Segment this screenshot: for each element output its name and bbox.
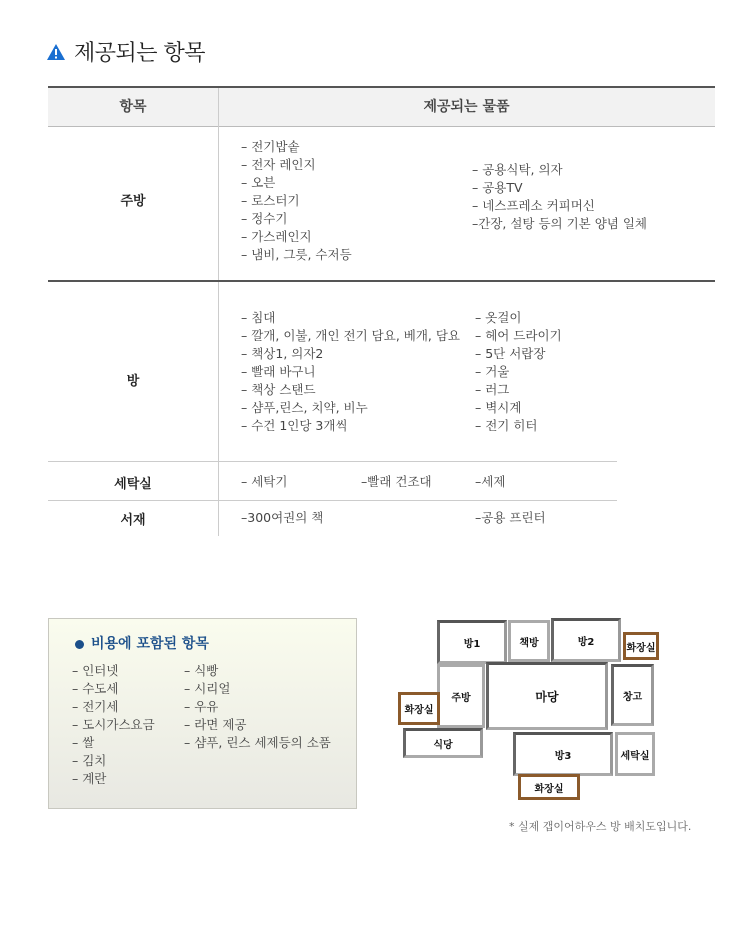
room-laundry: 세탁실 bbox=[615, 732, 655, 776]
list-item: – 냄비, 그릇, 수저등 bbox=[241, 247, 352, 262]
list-item: – 식빵 bbox=[184, 663, 219, 678]
list-item: – 인터넷 bbox=[72, 663, 119, 678]
room-bathroom-top: 화장실 bbox=[623, 632, 659, 660]
list-item: – 우유 bbox=[184, 699, 219, 714]
list-item: – 쌀 bbox=[72, 735, 95, 750]
costs-title: 비용에 포함된 항목 bbox=[75, 633, 209, 653]
list-item: – 전기 히터 bbox=[475, 418, 538, 433]
list-item: – 전기세 bbox=[72, 699, 119, 714]
room-storage: 창고 bbox=[611, 664, 654, 726]
row-divider bbox=[48, 461, 617, 462]
list-item: – 옷걸이 bbox=[475, 310, 522, 325]
room-list-right bbox=[475, 309, 562, 435]
list-item: –간장, 설탕 등의 기본 양념 일체 bbox=[472, 216, 647, 231]
column-divider bbox=[218, 88, 219, 536]
bullet-icon bbox=[75, 640, 84, 649]
laundry-item-2: –빨래 건조대 bbox=[361, 474, 432, 489]
section-title bbox=[46, 36, 205, 67]
kitchen-list-right bbox=[472, 161, 647, 233]
room-yard: 마당 bbox=[486, 662, 608, 730]
header-supplies: 제공되는 물품 bbox=[423, 99, 510, 115]
list-item: – 샴푸,린스, 치약, 비누 bbox=[241, 400, 368, 415]
list-item: – 수건 1인당 3개씩 bbox=[241, 418, 348, 433]
room-list-left bbox=[241, 309, 460, 435]
room-dining: 식당 bbox=[403, 728, 483, 758]
row-label-study: 서재 bbox=[120, 513, 146, 528]
list-item: – 도시가스요금 bbox=[72, 717, 155, 732]
costs-list-right bbox=[184, 662, 331, 752]
list-item: – 전기밥솥 bbox=[241, 139, 300, 154]
list-item: – 책상1, 의자2 bbox=[241, 346, 324, 361]
row-label-laundry: 세탁실 bbox=[114, 477, 152, 492]
warning-icon bbox=[46, 43, 66, 61]
list-item: – 벽시계 bbox=[475, 400, 522, 415]
room-room1: 방1 bbox=[437, 620, 507, 664]
list-item: – 공용TV bbox=[472, 180, 523, 195]
study-item-2: –공용 프린터 bbox=[475, 510, 546, 525]
header-item: 항목 bbox=[119, 99, 147, 115]
laundry-item-3: –세제 bbox=[475, 474, 506, 489]
list-item: – 5단 서랍장 bbox=[475, 346, 546, 361]
list-item: – 빨래 바구니 bbox=[241, 364, 316, 379]
list-item: – 헤어 드라이기 bbox=[475, 328, 562, 343]
row-divider bbox=[48, 500, 617, 501]
room-study: 책방 bbox=[508, 620, 550, 662]
list-item: – 계란 bbox=[72, 771, 107, 786]
costs-box bbox=[48, 618, 357, 809]
list-item: – 샴푸, 린스 세제등의 소품 bbox=[184, 735, 331, 750]
costs-list-left bbox=[72, 662, 155, 788]
row-label-kitchen: 주방 bbox=[120, 194, 146, 209]
list-item: – 전자 레인지 bbox=[241, 157, 316, 172]
room-room2: 방2 bbox=[551, 618, 621, 662]
list-item: – 라면 제공 bbox=[184, 717, 247, 732]
list-item: – 오븐 bbox=[241, 175, 276, 190]
table-header bbox=[48, 88, 715, 127]
list-item: – 정수기 bbox=[241, 211, 288, 226]
page-title: 제공되는 항목 bbox=[74, 41, 206, 66]
list-item: – 공용식탁, 의자 bbox=[472, 162, 563, 177]
room-room3: 방3 bbox=[513, 732, 613, 776]
list-item: – 김치 bbox=[72, 753, 107, 768]
list-item: – 깔개, 이불, 개인 전기 담요, 베개, 담요 bbox=[241, 328, 461, 343]
list-item: – 로스터기 bbox=[241, 193, 300, 208]
study-item-1: –300여권의 책 bbox=[241, 510, 324, 525]
room-bathroom-left: 화장실 bbox=[398, 692, 440, 725]
room-bathroom-bottom: 화장실 bbox=[518, 774, 580, 800]
row-label-room: 방 bbox=[126, 374, 140, 389]
list-item: – 침대 bbox=[241, 310, 276, 325]
laundry-item-1: – 세탁기 bbox=[241, 474, 288, 489]
room-kitchen: 주방 bbox=[437, 664, 485, 728]
list-item: – 시리얼 bbox=[184, 681, 231, 696]
list-item: – 거울 bbox=[475, 364, 510, 379]
row-divider bbox=[48, 280, 715, 282]
list-item: – 수도세 bbox=[72, 681, 119, 696]
floorplan-caption: * 실제 갭이어하우스 방 배치도입니다. bbox=[509, 820, 692, 833]
list-item: – 러그 bbox=[475, 382, 510, 397]
list-item: – 책상 스탠드 bbox=[241, 382, 316, 397]
kitchen-list-left bbox=[241, 138, 352, 264]
list-item: – 가스레인지 bbox=[241, 229, 312, 244]
list-item: – 네스프레소 커피머신 bbox=[472, 198, 595, 213]
